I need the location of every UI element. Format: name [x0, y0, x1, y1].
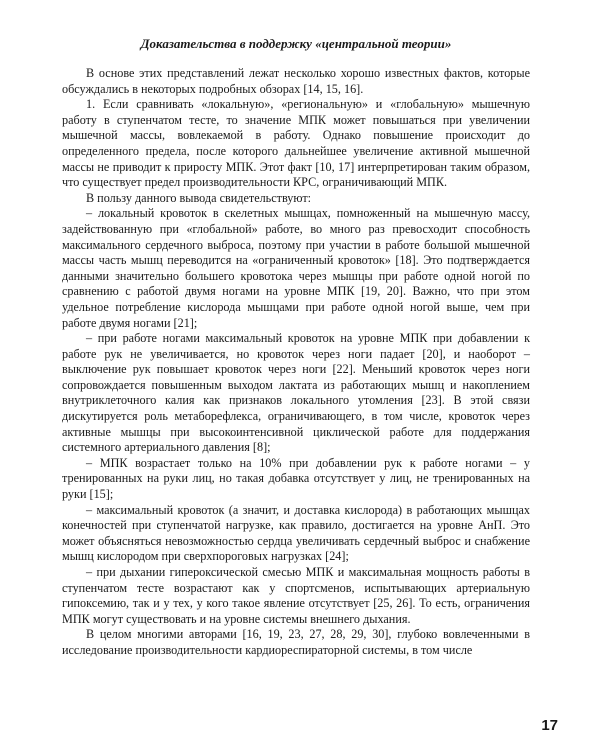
page-number: 17 — [541, 717, 558, 734]
paragraph-conclusion-start: В целом многими авторами [16, 19, 23, 27, 28, 29, 30], глубоко вовлеченными в исследование производительности кардиореспираторной системы, в том числе — [62, 627, 530, 657]
page-content — [62, 36, 530, 659]
body-text — [62, 66, 530, 659]
paragraph-hyperoxic: – при дыхании гипероксической смесью МПК и максимальная мощность работы в ступенчатом тесте возрастают как у спортсменов, испытывающих артериальную гипоксемию, так и у тех, у кого такое явление отсутствует [25, 26]. То есть, ограничения МПК могут существовать и на уровне системы внешнего дыхания. — [62, 565, 530, 626]
paragraph-legs-arms-flow: – при работе ногами максимальный кровоток на уровне МПК при добавлении к работе рук не увеличивается, но кровоток через ноги падает [20], и наоборот – выключение рук повышает кровоток через ноги [22]. Меньший кровоток через ноги сопровождается повышенным выходом лактата из работающих мышц и накоплением внутриклеточного калия как признаков локального утомления [23]. В этой связи дискутируется роль метаборефлекса, ограничивающего, в том числе, кровоток через активные мышцы при высокоинтенсивной циклической работе для поддержания системного артериального давления [8]; — [62, 331, 530, 455]
paragraph-max-flow-anp: – максимальный кровоток (а значит, и доставка кислорода) в работающих мышцах конечностей при ступенчатой нагрузке, как правило, достигается на уровне АнП. Это может объясняться невозможностью сердца увеличивать сердечный выброс и снабжение мышц кислородом при сверхпороговых нагрузках [24]; — [62, 502, 530, 564]
running-title: Доказательства в поддержку «центральной теории» — [140, 36, 452, 51]
paragraph-local-blood-flow: – локальный кровоток в скелетных мышцах, помноженный на мышечную массу, задействованную при «глобальной» работе, во много раз превосходит способность максимального сердечного выброса, поэтому при участии в работе большой мышечной массы часть мышц переводится на «ограниченный кровоток» [18]. Это подтверждается данными значительно большего кровотока через мышцы при работе одной ногой по сравнению с работой двумя ногами на уровне МПК [19, 20]. Важно, что при этом удельное потребление кислорода мышцами при работе одной ногой выше, чем при работе двумя ногами [21]; — [62, 206, 530, 330]
paragraph-evidence-lead: В пользу данного вывода свидетельствуют: — [86, 190, 312, 205]
paragraph-point-1: 1. Если сравнивать «локальную», «региональную» и «глобальную» мышечную работу в ступенчатом тесте, то значение МПК может повышаться при увеличении мышечной массы, вовлекаемой в работу. Однако повышение происходит до определенного предела, после которого дальнейшее увеличение активной мышечной массы не приводит к приросту МПК. Этот факт [10, 17] интерпретирован таким образом, что существует предел производительности КРС, ограничивающий МПК. — [62, 97, 530, 190]
paragraph-intro: В основе этих представлений лежат несколько хорошо известных фактов, которые обсуждались в некоторых подробных обзорах [14, 15, 16]. — [62, 66, 530, 96]
paragraph-vo2max-arms: – МПК возрастает только на 10% при добавлении рук к работе ногами – у тренированных на руки лиц, но такая добавка отсутствует у лиц, не тренированных на руки [15]; — [62, 455, 530, 502]
